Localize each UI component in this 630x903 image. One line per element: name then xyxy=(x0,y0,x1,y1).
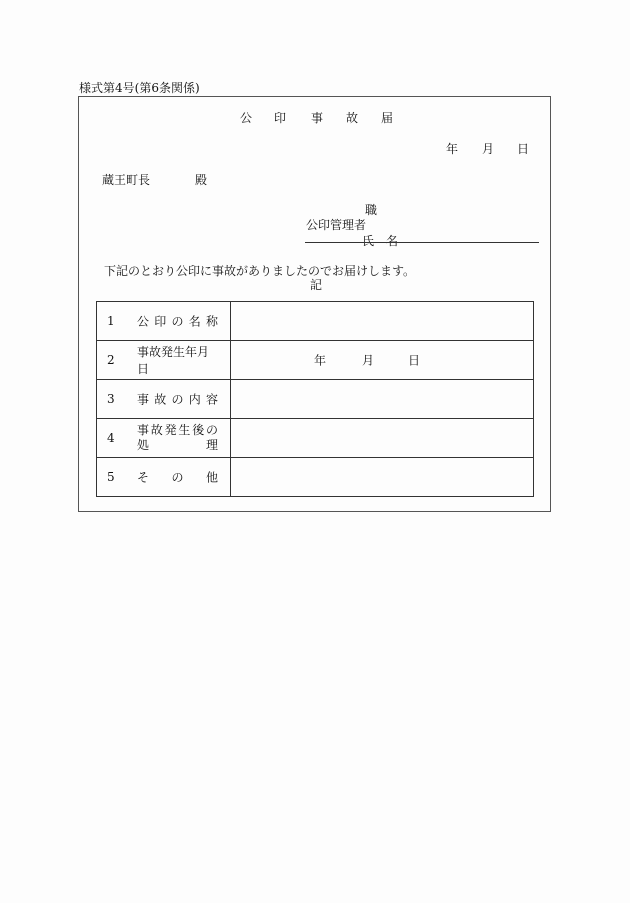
date-month-label: 月 xyxy=(482,142,495,156)
table-row xyxy=(97,341,534,380)
row-label xyxy=(97,458,231,497)
seal-name-field[interactable] xyxy=(231,302,534,341)
table-row xyxy=(97,419,534,458)
title-char: 事 xyxy=(311,111,324,125)
row-label xyxy=(97,380,231,419)
incident-date-field[interactable] xyxy=(231,341,534,380)
row-label-text: 公 印 の 名 称 xyxy=(137,314,218,329)
title-char: 故 xyxy=(346,111,359,125)
table-row xyxy=(97,458,534,497)
row-label xyxy=(97,419,231,458)
details-table xyxy=(96,301,534,497)
ki-heading: 記 xyxy=(310,278,323,292)
title-char: 印 xyxy=(274,111,287,125)
incident-details-field[interactable] xyxy=(231,380,534,419)
row-label-text: そ の 他 xyxy=(137,470,218,485)
date-day-label: 日 xyxy=(517,142,530,156)
addressee: 蔵王町長 xyxy=(102,173,151,187)
row-label xyxy=(97,302,231,341)
applicant-name-label: 氏 名 xyxy=(362,234,399,248)
row-number: 2 xyxy=(107,353,115,367)
applicant-position-label: 職 xyxy=(365,203,378,217)
title-char: 届 xyxy=(381,111,394,125)
applicant-role-label: 公印管理者 xyxy=(306,218,367,232)
row-label xyxy=(97,341,231,380)
row-number: 1 xyxy=(107,314,115,328)
post-incident-handling-field[interactable] xyxy=(231,419,534,458)
signature-line xyxy=(305,242,539,243)
row-number: 3 xyxy=(107,392,115,406)
row-number: 4 xyxy=(107,431,115,445)
row-label-text: 事故発生年月日 xyxy=(137,345,210,376)
date-year-label: 年 xyxy=(446,142,459,156)
addressee-honorific: 殿 xyxy=(195,173,208,187)
row-number: 5 xyxy=(107,470,115,484)
title-char: 公 xyxy=(240,111,253,125)
table-row xyxy=(97,380,534,419)
incident-day-label: 日 xyxy=(408,353,421,368)
incident-month-label: 月 xyxy=(362,353,375,368)
other-field[interactable] xyxy=(231,458,534,497)
incident-year-label: 年 xyxy=(314,353,327,368)
form-number-label: 様式第4号(第6条関係) xyxy=(79,81,200,95)
table-row xyxy=(97,302,534,341)
row-label-text: 事 故 発 生 後 の 処 理 xyxy=(137,423,218,452)
row-label-text: 事 故 の 内 容 xyxy=(137,392,218,407)
body-text: 下記のとおり公印に事故がありましたのでお届けします。 xyxy=(104,264,416,278)
